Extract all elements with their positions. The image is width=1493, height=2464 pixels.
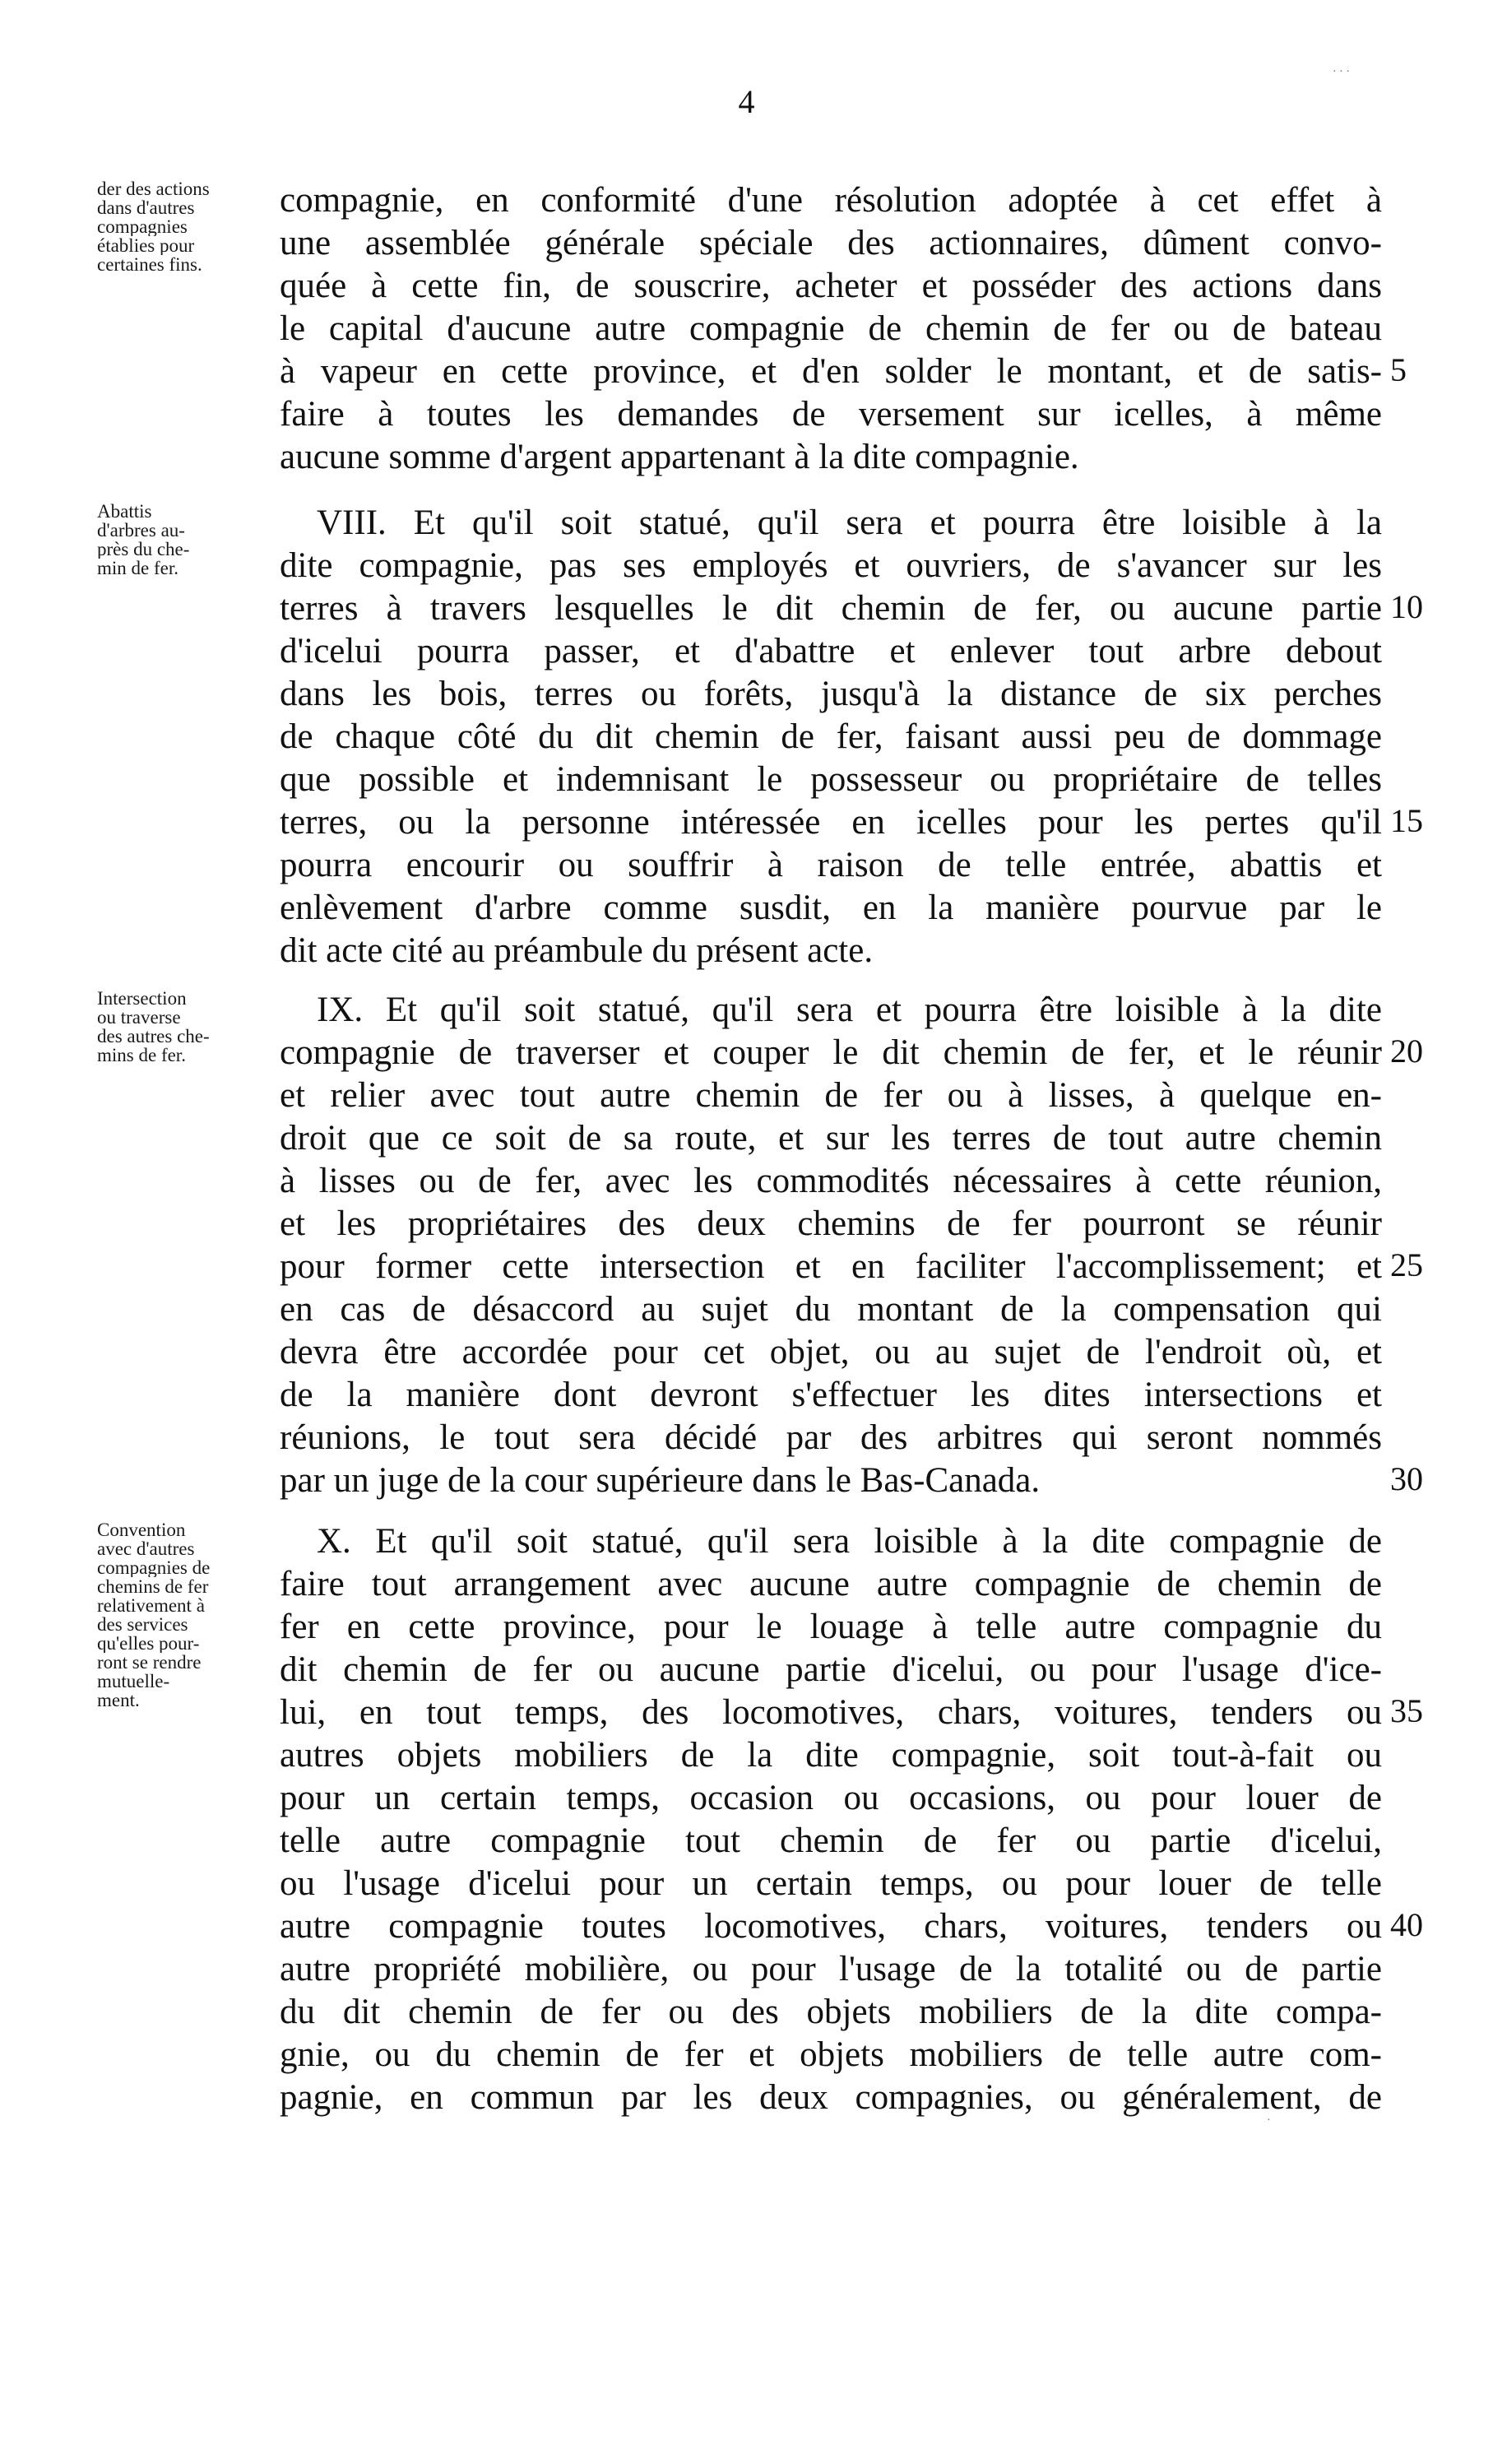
text-line: du dit chemin de fer ou des objets mobiliers de la dite compa-: [280, 1993, 1382, 2031]
line-number: 15: [1390, 802, 1423, 839]
margin-note-line: près du che-: [97, 540, 190, 559]
text-line: IX. Et qu'il soit statué, qu'il sera et pourra être loisible à la dite: [317, 991, 1382, 1029]
margin-note-line: des autres che-: [97, 1027, 210, 1046]
text-line: fer en cette province, pour le louage à telle autre compagnie du: [280, 1608, 1382, 1646]
text-line: pour un certain temps, occasion ou occasions, ou pour louer de: [280, 1779, 1382, 1817]
text-line: pour former cette intersection et en faciliter l'accomplissement; et: [280, 1247, 1382, 1286]
text-line: et les propriétaires des deux chemins de fer pourront se réunir: [280, 1204, 1382, 1243]
margin-note: [97, 502, 274, 578]
text-line: ou l'usage d'icelui pour un certain temps, ou pour louer de telle: [280, 1864, 1382, 1903]
line-number: 30: [1390, 1460, 1423, 1497]
margin-note-line: ment.: [97, 1691, 140, 1710]
text-line: gnie, ou du chemin de fer et objets mobiliers de telle autre com-: [280, 2035, 1382, 2074]
text-line: aucune somme d'argent appartenant à la dite compagnie.: [280, 438, 1079, 476]
line-number: 25: [1390, 1246, 1423, 1283]
text-line: réunions, le tout sera décidé par des arbitres qui seront nommés: [280, 1418, 1382, 1457]
margin-note-line: mins de fer.: [97, 1046, 186, 1065]
paragraph: [280, 502, 1382, 972]
margin-note-line: compagnies: [97, 217, 188, 236]
text-line: le capital d'aucune autre compagnie de chemin de fer ou de bateau: [280, 309, 1382, 348]
text-line: X. Et qu'il soit statué, qu'il sera loisible à la dite compagnie de: [317, 1522, 1382, 1561]
margin-note-line: ou traverse: [97, 1008, 181, 1027]
text-line: terres à travers lesquelles le dit chemin de fer, ou aucune partie: [280, 589, 1382, 628]
line-number: 5: [1390, 351, 1407, 388]
margin-note-line: min de fer.: [97, 559, 179, 578]
margin-note-line: des services: [97, 1615, 188, 1634]
margin-note-line: der des actions: [97, 179, 210, 198]
margin-note-line: compagnies de: [97, 1558, 211, 1577]
text-line: quée à cette fin, de souscrire, acheter et posséder des actions dans: [280, 267, 1382, 305]
text-line: à vapeur en cette province, et d'en solder le montant, et de satis-: [280, 352, 1382, 391]
text-line: de la manière dont devront s'effectuer les dites intersections et: [280, 1376, 1382, 1414]
text-line: pagnie, en commun par les deux compagnies, ou généralement, de: [280, 2078, 1382, 2117]
text-line: faire à toutes les demandes de versement sur icelles, à même: [280, 395, 1382, 434]
text-line: autre compagnie toutes locomotives, chars, voitures, tenders ou: [280, 1907, 1382, 1946]
text-line: pourra encourir ou souffrir à raison de telle entrée, abattis et: [280, 846, 1382, 884]
text-line: dite compagnie, pas ses employés et ouvriers, de s'avancer sur les: [280, 546, 1382, 585]
paragraph: [280, 989, 1382, 1502]
text-line: faire tout arrangement avec aucune autre compagnie de chemin de: [280, 1565, 1382, 1603]
text-line: dans les bois, terres ou forêts, jusqu'à la distance de six perches: [280, 675, 1382, 713]
paragraph: [280, 1520, 1382, 2119]
text-line: droit que ce soit de sa route, et sur les terres de tout autre chemin: [280, 1119, 1382, 1158]
margin-note-line: Abattis: [97, 502, 152, 521]
text-line: terres, ou la personne intéressée en icelles pour les pertes qu'il: [280, 803, 1382, 842]
text-line: compagnie, en conformité d'une résolution adoptée à cet effet à: [280, 181, 1382, 220]
text-line: que possible et indemnisant le possesseur ou propriétaire de telles: [280, 760, 1382, 799]
text-line: par un juge de la cour supérieure dans le Bas-Canada.: [280, 1461, 1041, 1500]
line-number: 20: [1390, 1032, 1423, 1070]
margin-note-line: relativement à: [97, 1596, 205, 1615]
text-line: telle autre compagnie tout chemin de fer ou partie d'icelui,: [280, 1821, 1382, 1860]
text-line: d'icelui pourra passer, et d'abattre et enlever tout arbre debout: [280, 632, 1382, 671]
margin-note-line: d'arbres au-: [97, 521, 185, 540]
margin-note: [97, 1520, 274, 1710]
text-line: de chaque côté du dit chemin de fer, faisant aussi peu de dommage: [280, 717, 1382, 756]
text-line: dit acte cité au préambule du présent acte.: [280, 931, 874, 970]
paragraph: [280, 179, 1382, 479]
text-line: lui, en tout temps, des locomotives, chars, voitures, tenders ou: [280, 1693, 1382, 1732]
margin-note-line: qu'elles pour-: [97, 1634, 200, 1653]
margin-note-line: avec d'autres: [97, 1539, 195, 1558]
scan-speck: · · ·: [1333, 66, 1350, 78]
margin-note-line: Intersection: [97, 989, 187, 1008]
line-number: 35: [1390, 1692, 1423, 1729]
margin-note-line: Convention: [97, 1520, 186, 1539]
text-line: enlèvement d'arbre comme susdit, en la manière pourvue par le: [280, 889, 1382, 927]
margin-note-line: dans d'autres: [97, 198, 195, 217]
text-line: à lisses ou de fer, avec les commodités nécessaires à cette réunion,: [280, 1162, 1382, 1200]
text-line: en cas de désaccord au sujet du montant de la compensation qui: [280, 1290, 1382, 1329]
text-line: autre propriété mobilière, ou pour l'usage de la totalité ou de partie: [280, 1950, 1382, 1988]
line-number: 10: [1390, 588, 1423, 625]
margin-note-line: certaines fins.: [97, 255, 202, 274]
text-line: autres objets mobiliers de la dite compagnie, soit tout-à-fait ou: [280, 1736, 1382, 1775]
margin-note: [97, 989, 274, 1065]
text-line: VIII. Et qu'il soit statué, qu'il sera et pourra être loisible à la: [317, 503, 1382, 542]
margin-note-line: ront se rendre: [97, 1653, 202, 1672]
text-line: dit chemin de fer ou aucune partie d'icelui, ou pour l'usage d'ice-: [280, 1650, 1382, 1689]
margin-note-line: établies pour: [97, 236, 195, 255]
margin-note-line: chemins de fer: [97, 1577, 209, 1596]
text-line: une assemblée générale spéciale des actionnaires, dûment convo-: [280, 224, 1382, 262]
margin-note: [97, 179, 274, 274]
margin-note-line: mutuelle-: [97, 1672, 170, 1691]
text-line: devra être accordée pour cet objet, ou au sujet de l'endroit où, et: [280, 1333, 1382, 1371]
line-number: 40: [1390, 1906, 1423, 1943]
scan-speck: ·: [1267, 2114, 1271, 2127]
page-number: 4: [738, 83, 755, 120]
text-line: compagnie de traverser et couper le dit chemin de fer, et le réunir: [280, 1033, 1382, 1072]
text-line: et relier avec tout autre chemin de fer ou à lisses, à quelque en-: [280, 1076, 1382, 1115]
